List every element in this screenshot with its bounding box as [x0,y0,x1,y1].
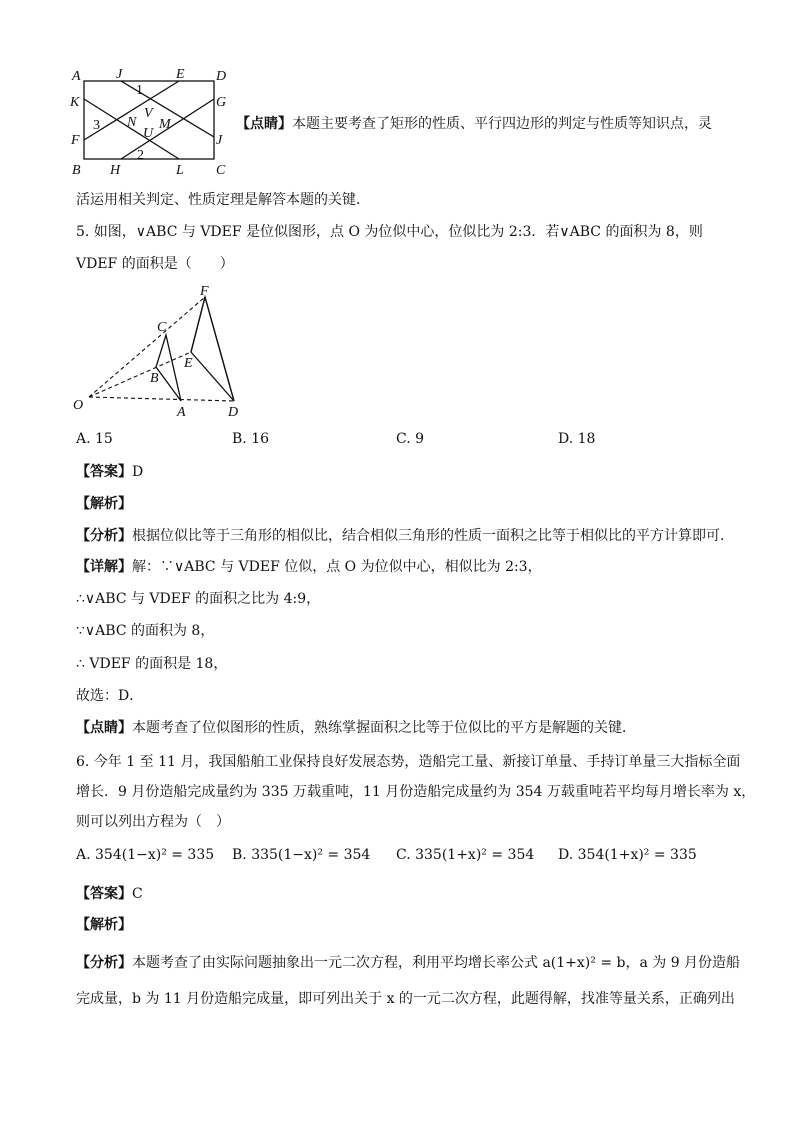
q5-xiangjie: 【详解】解：∵∨ABC 与 VDEF 位似，点 O 为位似中心，相似比为 2:3， [76,559,542,575]
q6-option-c: C. 335(1+x)² = 354 [396,847,535,863]
dianjing-1-line1: 【点睛】本题主要考查了矩形的性质、平行四边形的判定与性质等知识点，灵 [236,116,712,132]
label-C: C [157,320,167,335]
label-A: A [177,405,186,420]
q5-step-3: ∵∨ABC 的面积为 8， [76,623,215,639]
label-O: O [73,398,84,413]
q6-answer: 【答案】C [76,886,143,902]
q5-answer: 【答案】D [76,464,144,480]
q5-option-b: B. 16 [232,431,270,447]
dianjing-1-line2: 活运用相关判定、性质定理是解答本题的关键． [76,192,370,208]
label-D: D [216,69,227,84]
q6-stem-line1: 6. 今年 1 至 11 月，我国船舶工业保持良好发展态势，造船完工量、新接订单量、手持订单量三大指标全面 [76,754,741,770]
label-L: L [176,163,184,178]
label-G: G [216,95,227,110]
label-J-top: J [116,67,123,82]
label-B: B [150,371,159,386]
label-D: D [228,405,239,420]
q5-option-d: D. 18 [558,431,596,447]
label-M: M [159,117,171,132]
q6-fenxi-line2: 完成量，b 为 11 月份造船完成量，即可列出关于 x 的一元二次方程，此题得解，找准等量关系，正确列出 [76,991,735,1007]
q6-fenxi-line1: 【分析】本题考查了由实际问题抽象出一元二次方程，利用平均增长率公式 a(1+x)² = b，a 为 9 月份造船 [76,955,741,971]
q5-jiexi: 【解析】 [76,496,132,512]
label-H: H [110,163,121,178]
q5-dianjing: 【点睛】本题考查了位似图形的性质，熟练掌握面积之比等于位似比的平方是解题的关键． [76,720,636,736]
q6-option-b: B. 335(1−x)² = 354 [232,847,371,863]
label-V: V [144,106,153,121]
label-E: E [184,356,193,371]
label-B: B [72,163,81,178]
label-angle-2: 2 [137,148,144,163]
q6-stem-line3: 则可以列出方程为（ ） [76,814,230,830]
label-angle-1: 1 [136,83,143,98]
q5-stem-line1: 5. 如图，∨ABC 与 VDEF 是位似图形，点 O 为位似中心，位似比为 2:3．若∨ABC 的面积为 8，则 [76,224,703,240]
q5-step-5: 故选：D． [76,688,144,704]
label-A: A [72,69,81,84]
q6-option-d: D. 354(1+x)² = 335 [558,847,697,863]
q5-step-2: ∴∨ABC 与 VDEF 的面积之比为 4:9， [76,591,321,607]
label-F: F [71,133,80,148]
q5-option-c: C. 9 [396,431,425,447]
q6-jiexi: 【解析】 [76,917,132,933]
q5-option-a: A. 15 [76,431,113,447]
label-F: F [200,284,209,299]
homothety-figure [68,283,258,423]
label-K: K [70,95,80,110]
q5-fenxi: 【分析】根据位似比等于三角形的相似比，结合相似三角形的性质一面积之比等于相似比的平方计算即可． [76,528,734,544]
label-U: U [143,126,154,141]
label-E: E [176,67,185,82]
label-N: N [127,115,137,130]
q5-stem-line2: VDEF 的面积是（ ） [76,256,234,272]
q5-step-4: ∴ VDEF 的面积是 18， [76,656,228,672]
label-angle-3: 3 [93,118,100,133]
label-C: C [216,163,226,178]
rectangle-figure [66,64,236,182]
label-J-right: J [216,133,223,148]
q6-option-a: A. 354(1−x)² = 335 [76,847,215,863]
q6-stem-line2: 增长．9 月份造船完成量约为 335 万载重吨，11 月份造船完成量约为 354 万载重吨若平均每月增长率为 x， [76,784,756,800]
